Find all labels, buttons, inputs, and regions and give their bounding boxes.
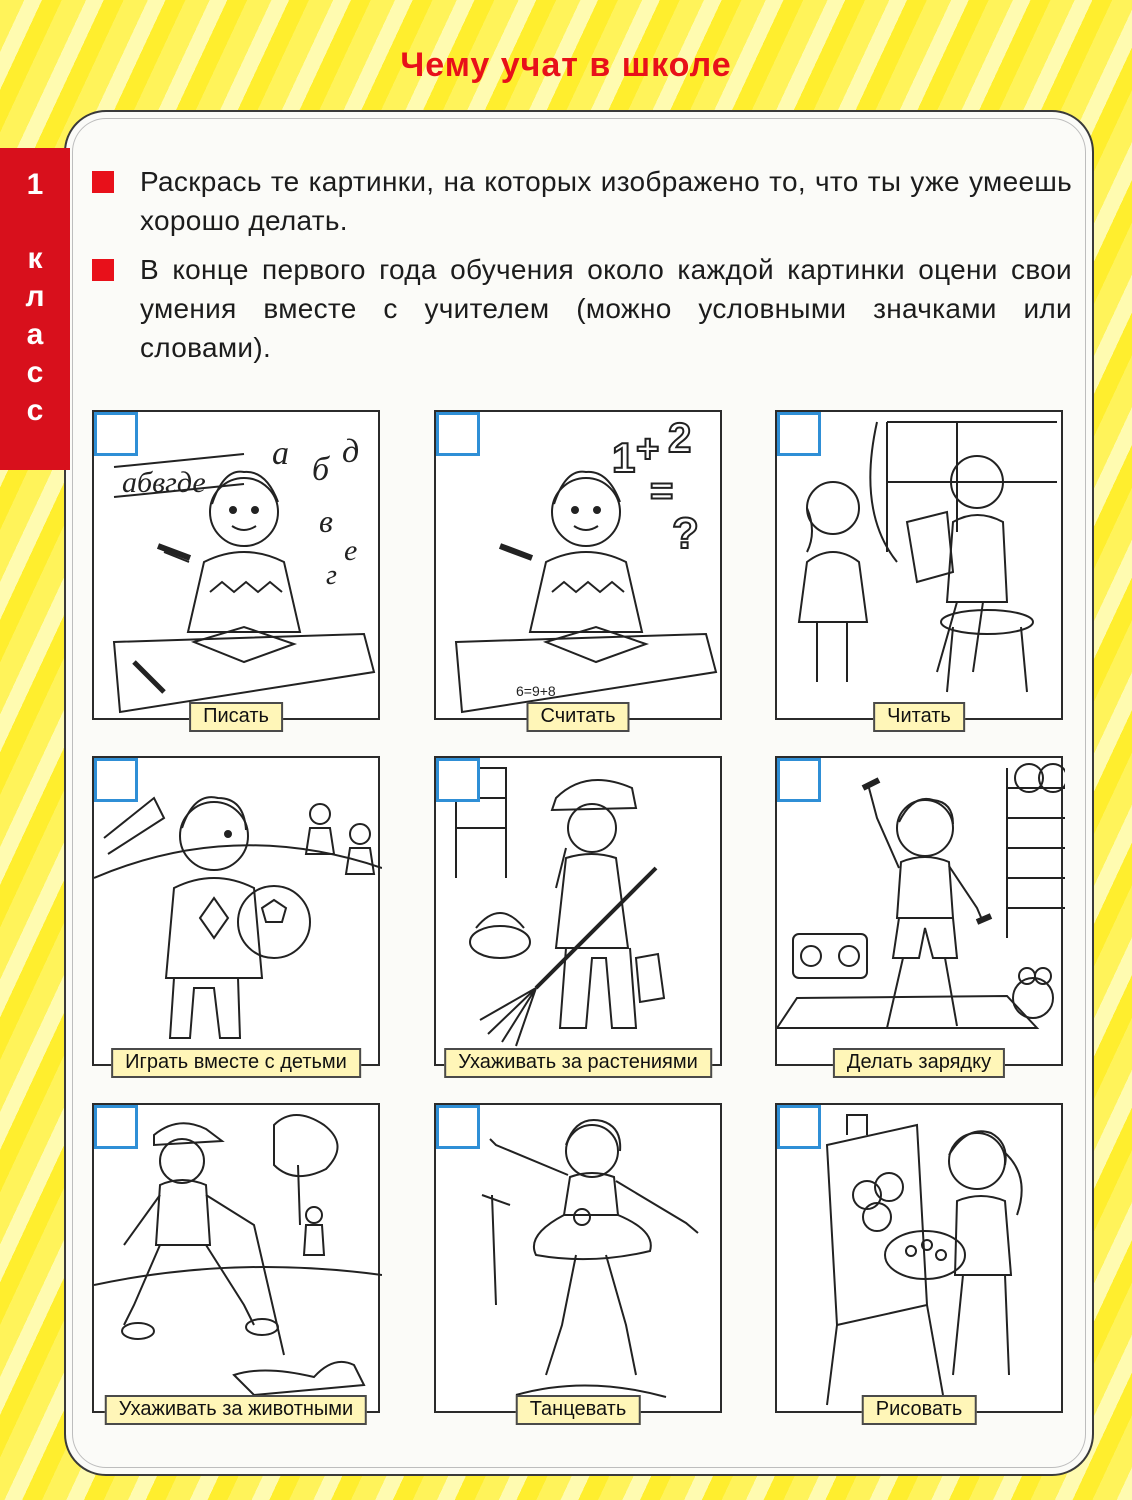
- letter-e: е: [344, 534, 358, 567]
- math-equals: =: [650, 469, 674, 513]
- card-label: Писать: [189, 702, 283, 732]
- girl-dancing-icon: [436, 1105, 724, 1415]
- card-exercise: [775, 756, 1063, 1073]
- instruction-2-text: В конце первого года обучения около каждой картинки оцени свои умения вместе с учителем (можно условными значками или словами).: [140, 254, 1072, 363]
- card-write: [92, 410, 380, 727]
- card-dance: [434, 1103, 722, 1420]
- grade-word-letter: с: [26, 394, 44, 427]
- card-label: Ухаживать за животными: [105, 1395, 367, 1425]
- self-assessment-checkbox[interactable]: [436, 1105, 480, 1149]
- grade-word-letter: л: [25, 280, 45, 313]
- grade-word-letter: с: [26, 356, 44, 389]
- math-question: ?: [672, 509, 699, 558]
- self-assessment-checkbox[interactable]: [436, 412, 480, 456]
- card-label: Танцевать: [516, 1395, 641, 1425]
- grade-tab: [0, 148, 70, 470]
- card-count: [434, 410, 722, 727]
- instruction-2: [92, 250, 1072, 367]
- grade-word-letter: к: [27, 242, 43, 275]
- card-animals: [92, 1103, 380, 1420]
- instruction-1: [92, 162, 1072, 240]
- instruction-1-text: Раскрась те картинки, на которых изображено то, что ты уже умеешь хорошо делать.: [140, 166, 1072, 236]
- self-assessment-checkbox[interactable]: [94, 1105, 138, 1149]
- self-assessment-checkbox[interactable]: [777, 758, 821, 802]
- card-label: Играть вместе с детьми: [111, 1048, 361, 1078]
- card-label: Читать: [873, 702, 965, 732]
- children-reading-icon: [777, 412, 1065, 722]
- card-draw: [775, 1103, 1063, 1420]
- boy-writing-icon: [94, 412, 382, 722]
- card-label: Считать: [526, 702, 629, 732]
- self-assessment-checkbox[interactable]: [94, 758, 138, 802]
- card-play: [92, 756, 380, 1073]
- self-assessment-checkbox[interactable]: [777, 1105, 821, 1149]
- girl-painting-icon: [777, 1105, 1065, 1415]
- writing-letters: абвгде: [122, 466, 206, 499]
- math-plus: +: [636, 427, 660, 471]
- boy-walking-dog-icon: [94, 1105, 382, 1415]
- letter-a: а: [272, 435, 289, 472]
- boy-counting-icon: [436, 412, 724, 722]
- card-read: [775, 410, 1063, 727]
- grade-word-letter: а: [26, 318, 44, 351]
- math-two: 2: [668, 414, 692, 461]
- grade-word: [25, 240, 44, 430]
- letter-d: д: [342, 433, 360, 470]
- math-one: 1: [612, 434, 636, 481]
- bullet-square-icon: [92, 259, 114, 281]
- card-label: Ухаживать за растениями: [444, 1048, 712, 1078]
- boy-exercising-icon: [777, 758, 1065, 1068]
- page-title: Чему учат в школе: [400, 46, 732, 84]
- bullet-square-icon: [92, 171, 114, 193]
- grade-number: 1: [26, 168, 44, 201]
- letter-v: в: [319, 503, 333, 539]
- card-label: Делать зарядку: [833, 1048, 1005, 1078]
- card-plants: [434, 756, 722, 1073]
- girl-with-rake-icon: [436, 758, 724, 1068]
- card-label: Рисовать: [862, 1395, 977, 1425]
- self-assessment-checkbox[interactable]: [777, 412, 821, 456]
- math-board-text: 6=9+8: [516, 683, 556, 699]
- self-assessment-checkbox[interactable]: [94, 412, 138, 456]
- letter-g: г: [326, 560, 337, 591]
- self-assessment-checkbox[interactable]: [436, 758, 480, 802]
- letter-b: б: [312, 451, 330, 488]
- boy-with-ball-icon: [94, 758, 382, 1068]
